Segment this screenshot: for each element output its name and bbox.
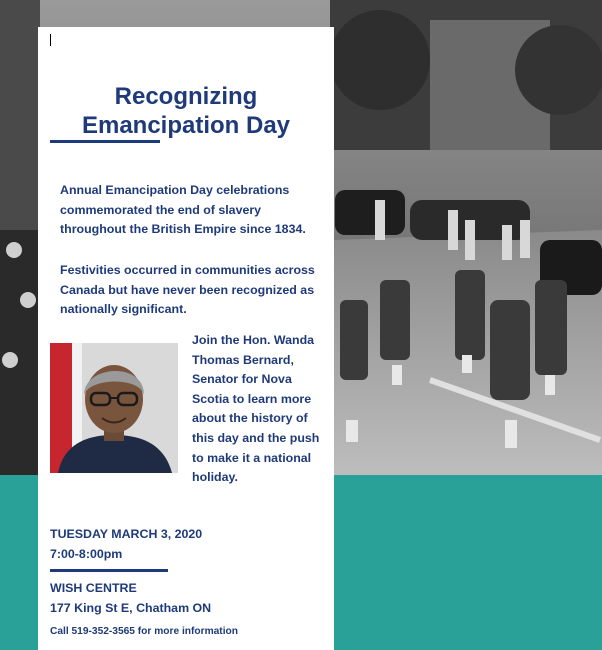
intro-paragraph: Annual Emancipation Day celebrations commemorated the end of slavery throughout the British Empire since 1834. <box>60 183 306 236</box>
event-location <box>50 578 211 618</box>
title-line-1: Recognizing <box>114 83 258 110</box>
text-cursor <box>50 34 51 46</box>
event-datetime <box>50 524 202 564</box>
event-date: TUESDAY MARCH 3, 2020 <box>50 527 203 541</box>
event-time: 7:00-8:00pm <box>50 547 123 561</box>
venue-address: 177 King St E, Chatham ON <box>50 601 212 615</box>
details-divider <box>50 569 168 572</box>
festivities-paragraph: Festivities occurred in communities across Canada but have never been recognized as nationally significant. <box>60 263 315 316</box>
contact-info: Call 519-352-3565 for more information <box>50 626 238 637</box>
flyer-panel <box>38 27 334 650</box>
title-divider <box>50 140 160 143</box>
senator-invitation: Join the Hon. Wanda Thomas Bernard, Senator for Nova Scotia to learn more about the history of this day and the push to make it a national holiday. <box>192 333 320 485</box>
venue-name: WISH CENTRE <box>50 581 137 595</box>
title-line-2: Emancipation Day <box>81 112 291 139</box>
flyer-title <box>38 82 334 140</box>
senator-portrait <box>50 343 178 473</box>
